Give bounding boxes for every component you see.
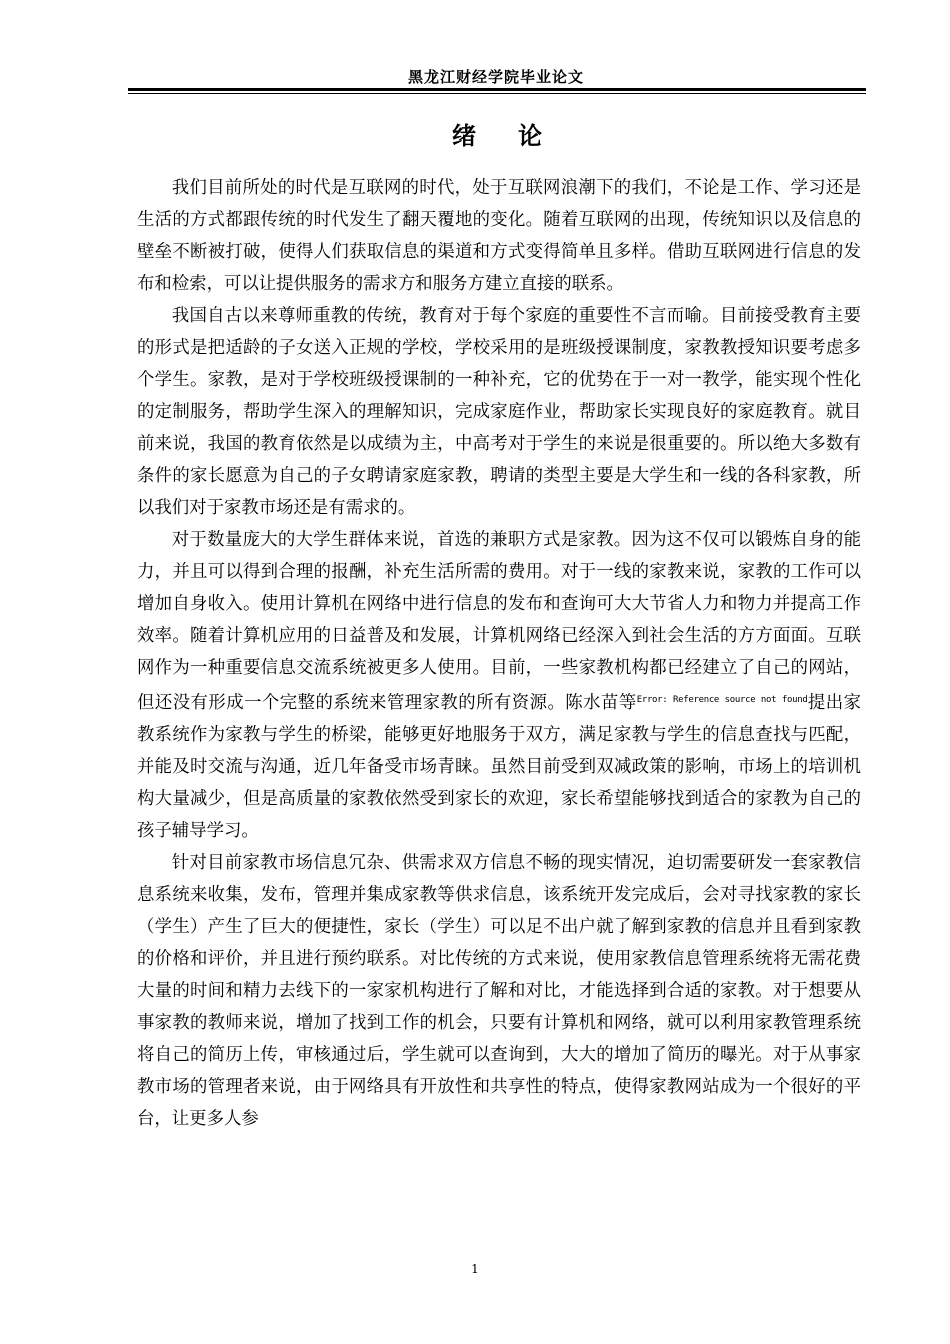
chapter-title: 绪论 — [452, 122, 584, 150]
body-text — [137, 172, 861, 1135]
paragraph-2: 我国自古以来尊师重教的传统，教育对于每个家庭的重要性不言而喻。目前接受教育主要的形式是把适龄的子女送入正规的学校，学校采用的是班级授课制度，家教教授知识要考虑多个学生。家教，是对于学校班级授课制的一种补充，它的优势在于一对一教学，能实现个性化的定制服务，帮助学生深入的理解知识，完成家庭作业，帮助家长实现良好的家庭教育。就目前来说，我国的教育依然是以成绩为主，中高考对于学生的来说是很重要的。所以绝大多数有条件的家长愿意为自己的子女聘请家庭家教，聘请的类型主要是大学生和一线的各科家教，所以我们对于家教市场还是有需求的。 — [137, 306, 861, 518]
header-rule-thin — [128, 93, 866, 94]
paragraph-1: 我们目前所处的时代是互联网的时代，处于互联网浪潮下的我们，不论是工作、学习还是生活的方式都跟传统的时代发生了翻天覆地的变化。随着互联网的出现，传统知识以及信息的壁垒不断被打破，使得人们获取信息的渠道和方式变得简单且多样。借助互联网进行信息的发布和检索，可以让提供服务的需求方和服务方建立直接的联系。 — [137, 178, 861, 294]
page-number: 1 — [471, 1262, 479, 1276]
header-rule-thick — [128, 88, 866, 91]
paragraph-4: 针对目前家教市场信息冗杂、供需求双方信息不畅的现实情况，迫切需要研发一套家教信息系统来收集，发布，管理并集成家教等供求信息，该系统开发完成后，会对寻找家教的家长（学生）产生了巨大的便捷性，家长（学生）可以足不出户就了解到家教的信息并且看到家教的价格和评价，并且进行预约联系。对比传统的方式来说，使用家教信息管理系统将无需花费大量的时间和精力去线下的一家家机构进行了解和对比，才能选择到合适的家教。对于想要从事家教的教师来说，增加了找到工作的机会，只要有计算机和网络，就可以利用家教管理系统将自己的简历上传，审核通过后，学生就可以查询到，大大的增加了简历的曝光。对于从事家教市场的管理者来说，由于网络具有开放性和共享性的特点，使得家教网站成为一个很好的平台，让更多人参 — [137, 853, 861, 1129]
paragraph-3 — [137, 524, 861, 847]
paragraph-3-text-before: 对于数量庞大的大学生群体来说，首选的兼职方式是家教。因为这不仅可以锻炼自身的能力，并且可以得到合理的报酬，补充生活所需的费用。对于一线的家教来说，家教的工作可以增加自身收入。使用计算机在网络中进行信息的发布和查询可大大节省人力和物力并提高工作效率。随着计算机应用的日益普及和发展，计算机网络已经深入到社会生活的方方面面。互联网作为一种重要信息交流系统被更多人使用。目前，一些家教机构都已经建立了自己的网站，但还没有形成一个完整的系统来管理家教的所有资源。陈水苗等 — [137, 530, 861, 713]
running-header: 黑龙江财经学院毕业论文 — [407, 68, 584, 86]
paragraph-3-text-after: 提出家教系统作为家教与学生的桥梁，能够更好地服务于双方，满足家教与学生的信息查找与匹配，并能及时交流与沟通，近几年备受市场青睐。虽然目前受到双减政策的影响，市场上的培训机构大量减少，但是高质量的家教依然受到家长的欢迎，家长希望能够找到适合的家教为自己的孩子辅导学习。 — [137, 693, 861, 841]
reference-error-note: Error: Reference source not found — [636, 695, 808, 705]
